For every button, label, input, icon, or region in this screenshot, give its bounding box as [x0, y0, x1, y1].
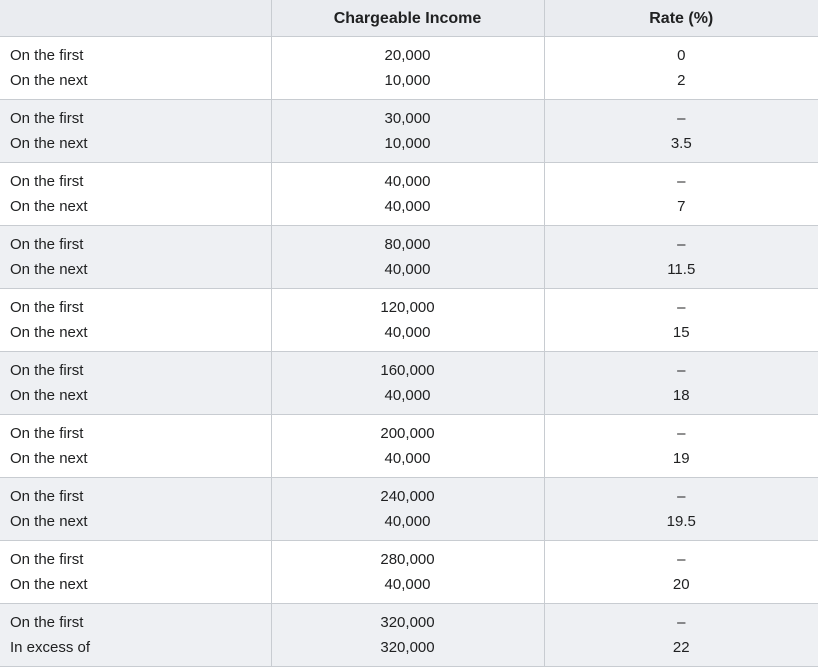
- income-value: 200,000: [272, 421, 544, 446]
- table-row: [0, 541, 818, 604]
- table-row: [0, 604, 818, 667]
- income-value: 240,000: [272, 484, 544, 509]
- bracket-label: On the first: [10, 43, 271, 68]
- bracket-label: On the next: [10, 68, 271, 93]
- rate-value: –: [545, 232, 818, 257]
- rate-value: 0: [545, 43, 818, 68]
- table-row: [0, 289, 818, 352]
- rate-cell: [544, 163, 818, 226]
- income-value: 160,000: [272, 358, 544, 383]
- bracket-label-cell: [0, 226, 271, 289]
- rate-value: –: [545, 547, 818, 572]
- income-value: 280,000: [272, 547, 544, 572]
- chargeable-income-cell: [271, 478, 544, 541]
- header-chargeable-income: Chargeable Income: [271, 0, 544, 37]
- bracket-label: In excess of: [10, 635, 271, 660]
- rate-value: 2: [545, 68, 818, 93]
- income-value: 30,000: [272, 106, 544, 131]
- income-value: 40,000: [272, 509, 544, 534]
- chargeable-income-cell: [271, 37, 544, 100]
- income-value: 40,000: [272, 257, 544, 282]
- bracket-label: On the first: [10, 232, 271, 257]
- bracket-label-cell: [0, 100, 271, 163]
- income-value: 40,000: [272, 169, 544, 194]
- income-value: 80,000: [272, 232, 544, 257]
- bracket-label: On the next: [10, 446, 271, 471]
- income-value: 120,000: [272, 295, 544, 320]
- rate-value: 19.5: [545, 509, 818, 534]
- chargeable-income-cell: [271, 163, 544, 226]
- bracket-label-cell: [0, 289, 271, 352]
- table-row: [0, 478, 818, 541]
- bracket-label: On the first: [10, 421, 271, 446]
- bracket-label-cell: [0, 541, 271, 604]
- income-value: 10,000: [272, 131, 544, 156]
- table-row: [0, 37, 818, 100]
- income-value: 40,000: [272, 320, 544, 345]
- bracket-label-cell: [0, 163, 271, 226]
- table-row: [0, 100, 818, 163]
- rate-value: 19: [545, 446, 818, 471]
- rate-value: –: [545, 169, 818, 194]
- bracket-label: On the next: [10, 194, 271, 219]
- rate-value: –: [545, 421, 818, 446]
- bracket-label: On the first: [10, 106, 271, 131]
- bracket-label: On the next: [10, 131, 271, 156]
- rate-cell: [544, 415, 818, 478]
- table-row: [0, 415, 818, 478]
- table-row: [0, 352, 818, 415]
- bracket-label: On the next: [10, 383, 271, 408]
- bracket-label: On the next: [10, 509, 271, 534]
- chargeable-income-cell: [271, 415, 544, 478]
- header-label: [0, 0, 271, 37]
- rate-value: 7: [545, 194, 818, 219]
- rate-cell: [544, 100, 818, 163]
- chargeable-income-cell: [271, 226, 544, 289]
- rate-value: 20: [545, 572, 818, 597]
- rate-value: 15: [545, 320, 818, 345]
- income-value: 320,000: [272, 635, 544, 660]
- income-value: 40,000: [272, 572, 544, 597]
- bracket-label-cell: [0, 37, 271, 100]
- rate-cell: [544, 541, 818, 604]
- rate-value: –: [545, 106, 818, 131]
- chargeable-income-cell: [271, 289, 544, 352]
- rate-value: 11.5: [545, 257, 818, 282]
- income-value: 10,000: [272, 68, 544, 93]
- rate-cell: [544, 478, 818, 541]
- bracket-label-cell: [0, 604, 271, 667]
- bracket-label: On the first: [10, 547, 271, 572]
- rate-value: –: [545, 295, 818, 320]
- bracket-label-cell: [0, 478, 271, 541]
- chargeable-income-cell: [271, 352, 544, 415]
- rate-value: 18: [545, 383, 818, 408]
- bracket-label: On the next: [10, 572, 271, 597]
- income-value: 40,000: [272, 446, 544, 471]
- table-row: [0, 163, 818, 226]
- income-value: 20,000: [272, 43, 544, 68]
- chargeable-income-cell: [271, 604, 544, 667]
- bracket-label: On the first: [10, 358, 271, 383]
- chargeable-income-cell: [271, 100, 544, 163]
- income-value: 40,000: [272, 194, 544, 219]
- bracket-label: On the next: [10, 257, 271, 282]
- rate-value: –: [545, 610, 818, 635]
- rate-cell: [544, 604, 818, 667]
- income-value: 40,000: [272, 383, 544, 408]
- rate-value: 22: [545, 635, 818, 660]
- chargeable-income-cell: [271, 541, 544, 604]
- header-rate: Rate (%): [544, 0, 818, 37]
- rate-value: –: [545, 358, 818, 383]
- bracket-label: On the first: [10, 484, 271, 509]
- table-row: [0, 226, 818, 289]
- bracket-label: On the first: [10, 295, 271, 320]
- rate-cell: [544, 226, 818, 289]
- bracket-label: On the next: [10, 320, 271, 345]
- rate-cell: [544, 37, 818, 100]
- bracket-label-cell: [0, 415, 271, 478]
- bracket-label-cell: [0, 352, 271, 415]
- rate-value: –: [545, 484, 818, 509]
- rate-value: 3.5: [545, 131, 818, 156]
- rate-cell: [544, 352, 818, 415]
- header-row: [0, 0, 818, 37]
- bracket-label: On the first: [10, 610, 271, 635]
- bracket-label: On the first: [10, 169, 271, 194]
- income-value: 320,000: [272, 610, 544, 635]
- rate-cell: [544, 289, 818, 352]
